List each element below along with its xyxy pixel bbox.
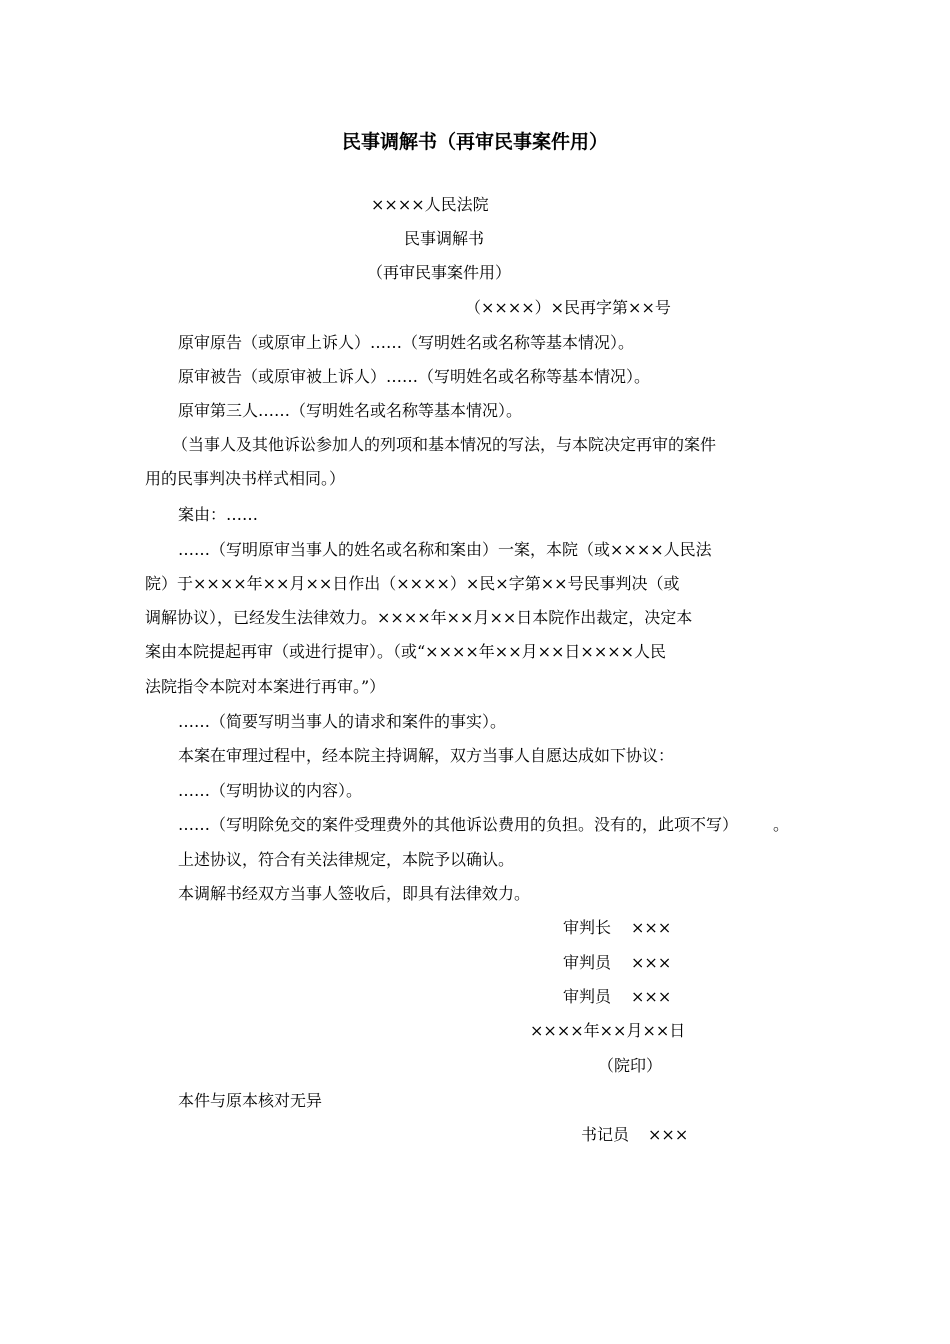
verification-note: 本件与原本核对无异 bbox=[178, 1091, 323, 1110]
agreement-paragraph: ……（写明协议的内容）。 bbox=[178, 781, 363, 800]
judge-1-title: 审判员 bbox=[563, 953, 612, 972]
background-line-5: 法院指令本院对本案进行再审。”） bbox=[145, 677, 386, 696]
clerk-title: 书记员 bbox=[581, 1125, 630, 1144]
clerk-name: ××× bbox=[648, 1125, 689, 1144]
judge-2-title: 审判员 bbox=[563, 987, 612, 1006]
background-line-3: 调解协议），已经发生法律效力。××××年××月××日本院作出裁定，决定本 bbox=[145, 608, 693, 627]
background-line-4: 案由本院提起再审（或进行提审）。（或“××××年××月××日××××人民 bbox=[145, 642, 667, 661]
sign-date: ××××年××月××日 bbox=[530, 1021, 686, 1040]
case-cause: 案由：…… bbox=[178, 505, 259, 524]
case-number: （××××）×民再字第××号 bbox=[465, 298, 671, 317]
confirmation-paragraph: 上述协议，符合有关法律规定，本院予以确认。 bbox=[178, 850, 515, 869]
doc-subtype: （再审民事案件用） bbox=[367, 263, 512, 282]
effect-paragraph: 本调解书经双方当事人签收后，即具有法律效力。 bbox=[178, 884, 531, 903]
costs-paragraph: ……（写明除免交的案件受理费外的其他诉讼费用的负担。没有的，此项不写） bbox=[178, 815, 739, 834]
background-line-1: ……（写明原审当事人的姓名或名称和案由）一案，本院（或××××人民法 bbox=[178, 540, 712, 559]
chief-judge-name: ××× bbox=[631, 918, 672, 937]
background-line-2: 院）于××××年××月××日作出（××××）×民×字第××号民事判决（或 bbox=[145, 574, 680, 593]
doc-type: 民事调解书 bbox=[404, 229, 485, 248]
party-third: 原审第三人……（写明姓名或名称等基本情况）。 bbox=[178, 401, 523, 420]
court-seal: （院印） bbox=[598, 1056, 663, 1075]
court-name: ××××人民法院 bbox=[371, 195, 489, 214]
chief-judge-title: 审判长 bbox=[563, 918, 612, 937]
note-line-2: 用的民事判决书样式相同。） bbox=[145, 469, 346, 488]
judge-2-name: ××× bbox=[631, 987, 672, 1006]
note-line-1: （当事人及其他诉讼参加人的列项和基本情况的写法，与本院决定再审的案件 bbox=[172, 435, 717, 454]
party-plaintiff: 原审原告（或原审上诉人）……（写明姓名或名称等基本情况）。 bbox=[178, 333, 635, 352]
party-defendant: 原审被告（或原审被上诉人）……（写明姓名或名称等基本情况）。 bbox=[178, 367, 651, 386]
document-title: 民事调解书（再审民事案件用） bbox=[341, 131, 608, 153]
costs-paragraph-end: 。 bbox=[773, 815, 790, 834]
judge-1-name: ××× bbox=[631, 953, 672, 972]
facts-paragraph: ……（简要写明当事人的请求和案件的事实）。 bbox=[178, 712, 507, 731]
mediation-paragraph: 本案在审理过程中，经本院主持调解，双方当事人自愿达成如下协议： bbox=[178, 746, 675, 765]
